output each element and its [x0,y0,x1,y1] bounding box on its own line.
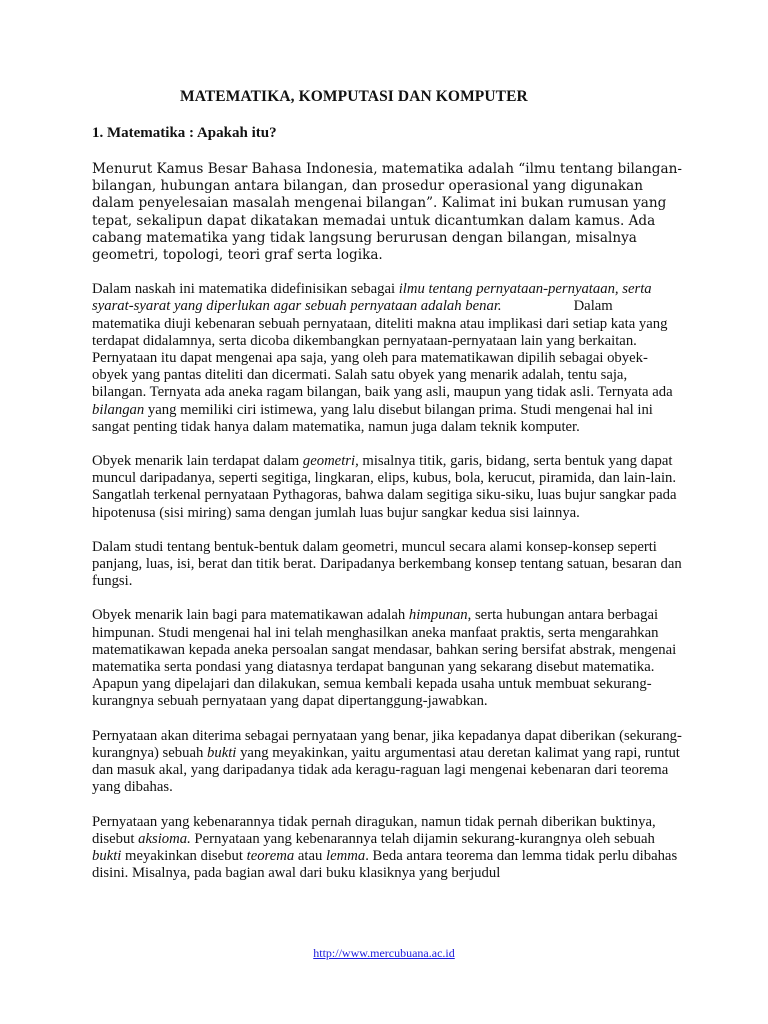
body-paragraph [92,814,682,883]
paragraph-text: Obyek menarik lain bagi para matematikawan adalah [92,607,409,624]
italic-text: aksioma. [138,830,191,847]
document-body [92,161,682,882]
paragraph-text: Dalam studi tentang bentuk-bentuk dalam geometri, muncul secara alami konsep-konsep seperti panjang, luas, isi, berat dan titik berat. Daripadanya berkembang konsep tentang satuan, besaran dan fungsi. [92,538,682,590]
section-heading: 1. Matematika : Apakah itu? [92,125,277,141]
body-paragraph [92,281,682,436]
paragraph-text: meyakinkan disebut [121,847,247,864]
paragraph-text: Dalam matematika diuji kebenaran sebuah pernyataan, diteliti makna atau implikasi dari setiap kata yang terdapat didalamnya, serta dicoba dikembangkan pernyataan-pernyataan lain yang berkaitan. Pernyataan itu dapat mengenai apa saja, yang oleh para matematikawan dipilih sebagai obyek-obyek yang pantas diteliti dan dicermati. Salah satu obyek yang menarik adalah, tentu saja, bilangan. Ternyata ada aneka ragam bilangan, baik yang asli, maupun yang tidak asli. Ternyata ada [92,298,673,401]
italic-text: bilangan [92,401,145,418]
body-paragraph [92,728,682,797]
italic-text: himpunan [408,607,468,624]
footer-link[interactable]: http://www.mercubuana.ac.id [313,946,455,960]
italic-text: teorema [246,847,295,864]
paragraph-text: atau [294,847,327,864]
paragraph-text: , serta hubungan antara berbagai himpunan. Studi mengenai hal ini telah menghasilkan aneka manfaat praktis, serta mengarahkan matematikawan kepada aneka persoalan sangat mendasar, bahkan sering bersifat abstrak, mengenai matematika serta pondasi yang diatasnya terdapat bangunan yang sekarang disebut matematika. Apapun yang dipelajari dan dilakukan, semua kembali kepada usaha untuk membuat sekurang-kurangnya sebuah pernyataan yang dapat dipertanggung-jawabkan. [92,607,677,710]
document-page [92,88,682,899]
paragraph-text: . Beda antara teorema dan lemma tidak perlu dibahas disini. Misalnya, pada bagian awal dari buku klasiknya yang berjudul [92,847,678,882]
paragraph-text: Pernyataan akan diterima sebagai pernyataan yang benar, jika kepadanya dapat diberikan (sekurang-kurangnya) sebuah [92,727,682,761]
page-footer [0,946,768,961]
paragraph-text: Menurut Kamus Besar Bahasa Indonesia, matematika adalah “ilmu tentang bilangan-bilangan, hubungan antara bilangan, dan prosedur operasional yang digunakan dalam penyelesaian masalah mengenai bilangan”. Kalimat ini bukan rumusan yang tepat, sekalipun dapat dikatakan memadai untuk dicantumkan dalam kamus. Ada cabang matematika yang tidak langsung berurusan dengan bilangan, misalnya geometri, topologi, teori graf serta logika. [92,161,682,264]
italic-text: lemma [326,847,366,864]
paragraph-text: yang memiliki ciri istimewa, yang lalu disebut bilangan prima. Studi mengenai hal ini sangat penting tidak hanya dalam matematika, namun juga dalam teknik komputer. [92,401,653,435]
paragraph-text: Pernyataan yang kebenarannya telah dijamin sekurang-kurangnya oleh sebuah [190,830,655,847]
body-paragraph [92,453,682,522]
paragraph-text: Obyek menarik lain terdapat dalam [92,453,303,470]
paragraph-text: , misalnya titik, garis, bidang, serta bentuk yang dapat muncul daripadanya, seperti segitiga, lingkaran, elips, kubus, bola, kerucut, piramida, dan lain-lain. Sangatlah terkenal pernyataan Pythagoras, bahwa dalam segitiga siku-siku, luas bujur sangkar pada hipotenusa (sisi miring) sama dengan jumlah luas bujur sangkar kedua sisi lainnya. [92,453,677,521]
paragraph-text: Dalam naskah ini matematika didefinisikan sebagai [92,281,399,298]
italic-text: bukti [207,744,237,761]
body-paragraph [92,607,682,710]
italic-text: ilmu tentang pernyataan-pernyataan, serta syarat-syarat yang diperlukan agar sebuah pernyataan adalah benar. [92,281,652,315]
paragraph-text: yang meyakinkan, yaitu argumentasi atau deretan kalimat yang rapi, runtut dan masuk akal, yang daripadanya tidak ada keragu-raguan lagi mengenai kebenaran dari teorema yang dibahas. [92,744,680,796]
body-paragraph [92,539,682,591]
italic-text: bukti [92,847,122,864]
document-title: MATEMATIKA, KOMPUTASI DAN KOMPUTER [180,88,528,105]
paragraph-text: Pernyataan yang kebenarannya tidak pernah diragukan, namun tidak pernah diberikan buktinya, disebut [92,813,656,847]
body-paragraph [92,161,682,264]
italic-text: geometri [302,453,356,470]
